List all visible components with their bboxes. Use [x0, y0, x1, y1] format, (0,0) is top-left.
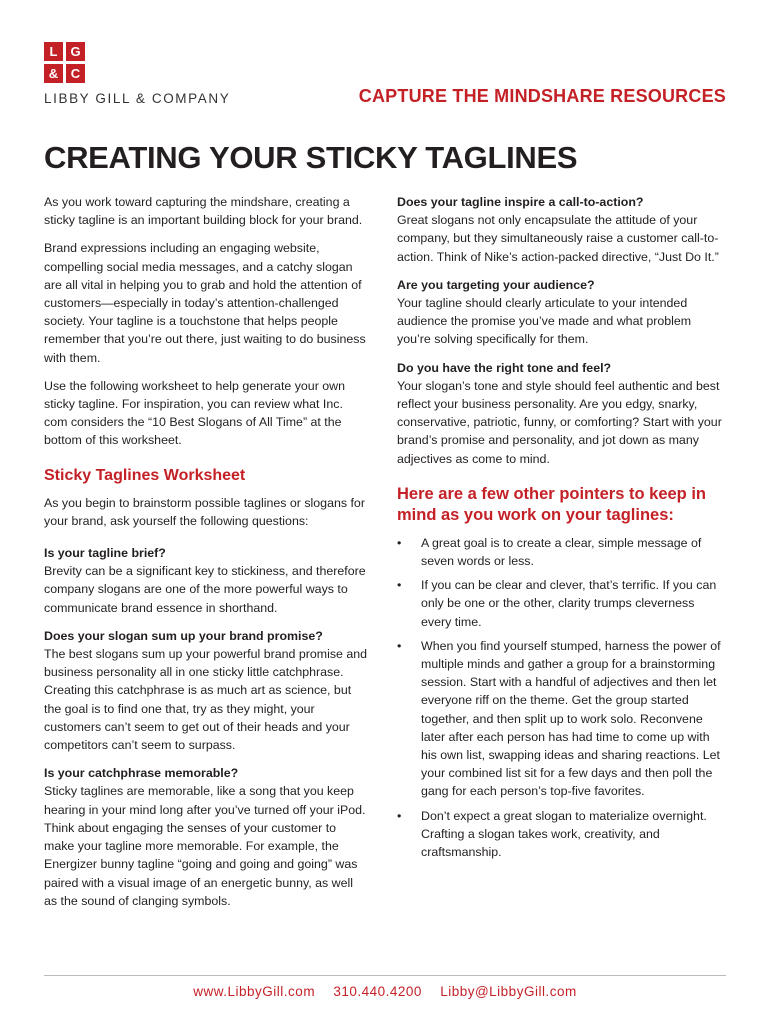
page-title: CREATING YOUR STICKY TAGLINES — [44, 140, 578, 175]
question-answer: Sticky taglines are memorable, like a song that you keep hearing in your mind long after you’ve turned off your iPod. Think about engaging the senses of your customer to make your tagline more memorable. For example, the Energizer bunny tagline “going and going and going” was paired with a visual image of an energetic bunny, as well as the sound of clanging symbols. — [44, 784, 366, 908]
question-block — [44, 544, 369, 617]
pointers-list — [397, 534, 727, 861]
logo-letter: G — [66, 42, 85, 61]
bullet-icon: • — [397, 535, 402, 550]
left-column — [44, 193, 369, 920]
question-answer: Brevity can be a significant key to stickiness, and therefore company slogans are one of the more powerful ways to communicate brand essence in shorthand. — [44, 564, 366, 615]
bullet-icon: • — [397, 638, 402, 653]
footer-phone: 310.440.4200 — [333, 984, 422, 999]
footer-website-link[interactable]: www.LibbyGill.com — [193, 984, 316, 999]
list-item-text: Don’t expect a great slogan to materialize overnight. Crafting a slogan takes work, creativity, and craftsmanship. — [421, 808, 707, 860]
pointers-heading: Here are a few other pointers to keep in mind as you work on your taglines: — [397, 484, 707, 524]
right-column — [397, 193, 727, 867]
list-item-text: If you can be clear and clever, that’s terrific. If you can only be one or the other, clarity trumps cleverness every time. — [421, 578, 717, 629]
list-item — [397, 807, 727, 862]
intro-paragraph: Use the following worksheet to help generate your own sticky tagline. For inspiration, you can review what Inc. com considers the “10 Best Slogans of All Time” at the bottom of this worksheet. — [44, 378, 345, 448]
list-item-text: A great goal is to create a clear, simple message of seven words or less. — [421, 535, 702, 569]
question-heading: Is your catchphrase memorable? — [44, 766, 239, 781]
question-heading: Is your tagline brief? — [44, 546, 166, 561]
bullet-icon: • — [397, 808, 402, 823]
list-item — [397, 534, 727, 570]
intro-paragraph: As you work toward capturing the mindshare, creating a sticky tagline is an important building block for your brand. — [44, 195, 363, 228]
question-answer: The best slogans sum up your powerful brand promise and business personality all in one sticky little catchphrase. Creating this catchphrase is as much art as science, but the goal is to find one that, try as they might, your customers can’t seem to get out of their heads and your competitors can’t seem to surpass. — [44, 647, 368, 753]
question-answer: Your slogan’s tone and style should feel authentic and best reflect your business personality. Are you edgy, snarky, conservative, patriotic, funny, or comforting? Start with your brand’s promise and personality, and jot down as many adjectives as come to mind. — [397, 378, 722, 466]
company-logo — [44, 42, 230, 106]
footer-email-link[interactable]: Libby@LibbyGill.com — [440, 984, 577, 999]
question-answer: Great slogans not only encapsulate the attitude of your company, but they simultaneously raise a customer call-to-action. Think of Nike’s action-packed directive, “Just Do It.” — [397, 213, 719, 264]
question-heading: Do you have the right tone and feel? — [397, 360, 612, 375]
question-block — [397, 193, 727, 266]
question-answer: Your tagline should clearly articulate to your intended audience the promise you’ve made and what problem you’re solving specifically for them. — [397, 296, 692, 347]
question-block — [397, 359, 727, 468]
question-block — [44, 627, 369, 754]
footer-divider — [44, 975, 726, 976]
logo-mark — [44, 42, 230, 83]
logo-letter: & — [44, 64, 63, 83]
logo-letter: C — [66, 64, 85, 83]
list-item-text: When you find yourself stumped, harness the power of multiple minds and gather a group for a brainstorming session. Start with a handful of adjectives and then let everyone riff on the theme. Get the group started together, and then split up to work solo. Reconvene later after each person has had time to come up with his own list, swapping ideas and sharing reactions. Let your combined list sit for a few days and then poll the gang for each person’s top-five favorites. — [421, 638, 721, 799]
logo-letter: L — [44, 42, 63, 61]
intro-paragraph: Brand expressions including an engaging website, compelling social media messages, and a catchy slogan are all vital in helping you to grab and hold the attention of customers—especially in today’s attention-challenged society. Your tagline is a touchstone that helps people remember that you’re out there, just waiting to do business with them. — [44, 241, 366, 365]
question-heading: Does your tagline inspire a call-to-action? — [397, 195, 644, 209]
list-item — [397, 576, 727, 631]
header-resources-link[interactable]: CAPTURE THE MINDSHARE RESOURCES — [358, 86, 726, 106]
footer-contact — [0, 984, 770, 999]
list-item — [397, 637, 727, 801]
worksheet-intro: As you begin to brainstorm possible taglines or slogans for your brand, ask yourself the following questions: — [44, 495, 365, 528]
question-block — [397, 276, 727, 349]
question-heading: Are you targeting your audience? — [397, 277, 595, 292]
bullet-icon: • — [397, 578, 402, 593]
worksheet-heading: Sticky Taglines Worksheet — [44, 466, 246, 484]
question-heading: Does your slogan sum up your brand promise? — [44, 628, 323, 643]
question-block — [44, 764, 369, 910]
logo-company-name: LIBBY GILL & COMPANY — [44, 91, 231, 106]
